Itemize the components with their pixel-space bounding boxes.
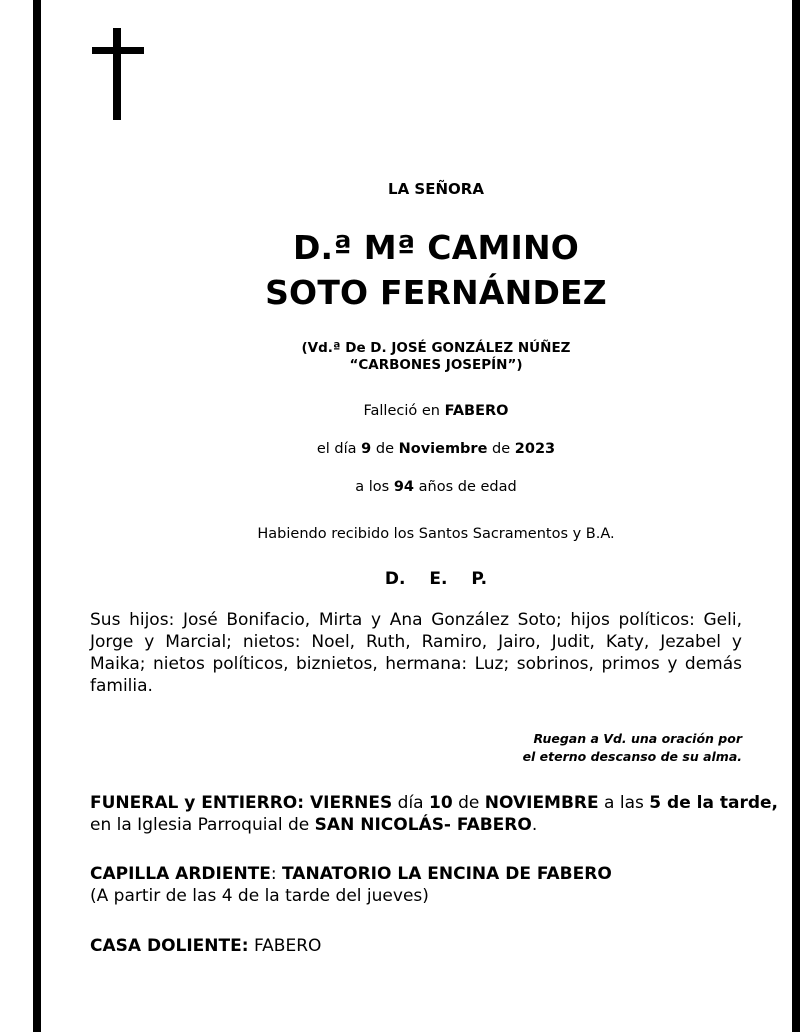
death-day: 9 xyxy=(361,441,372,457)
title-prefix: LA SEÑORA xyxy=(388,180,484,198)
widow-line-2: “CARBONES JOSEPÍN”) xyxy=(349,357,523,373)
death-year: 2023 xyxy=(514,441,556,457)
prayer-line-1: Ruegan a Vd. una oración por xyxy=(533,731,742,746)
house-label: CASA DOLIENTE: xyxy=(90,936,249,956)
name-line-1: D.ª Mª CAMINO xyxy=(292,228,580,267)
age-value: 94 xyxy=(393,479,415,495)
de-text-1: de xyxy=(375,441,394,457)
house-place: FABERO xyxy=(253,936,322,956)
funeral-line-1 xyxy=(90,792,780,814)
death-date-line xyxy=(90,441,782,457)
family-paragraph: Sus hijos: José Bonifacio, Mirta y Ana González Soto; hijos políticos: Geli, Jorge y Marcial; nietos: Noel, Ruth, Ramiro, Jairo, Judit, Katy, Jezabel y Maika; nietos políticos, biznietos, hermana: Luz; sobrinos, primos y demás familia. xyxy=(90,610,742,696)
funeral-day: 10 xyxy=(429,793,453,813)
funeral-de-text: de xyxy=(458,793,480,813)
church-suffix: . xyxy=(531,815,538,835)
prayer-line-2: el eterno descanso de su alma. xyxy=(522,749,742,764)
fallecio-text: Falleció en xyxy=(363,403,440,419)
chapel-info xyxy=(90,863,780,907)
funeral-line-2 xyxy=(90,814,780,836)
left-border xyxy=(33,0,41,1032)
sacraments-line: Habiendo recibido los Santos Sacramentos y B.A. xyxy=(257,526,615,542)
a-los-text: a los xyxy=(355,479,390,495)
death-place-line xyxy=(90,403,782,419)
widow-line-1: (Vd.ª De D. JOSÉ GONZÁLEZ NÚÑEZ xyxy=(301,340,571,356)
death-place: FABERO xyxy=(444,403,509,419)
funeral-month: NOVIEMBRE xyxy=(484,793,599,813)
cross-icon xyxy=(92,28,144,120)
de-text-2: de xyxy=(492,441,511,457)
el-dia-text: el día xyxy=(316,441,357,457)
funeral-time: 5 de la tarde, xyxy=(649,793,779,813)
funeral-info xyxy=(90,792,780,836)
chapel-colon: : xyxy=(270,864,277,884)
funeral-a-las-text: a las xyxy=(604,793,644,813)
prayer-request xyxy=(90,730,742,766)
widow-note xyxy=(90,340,782,374)
funeral-dia-text: día xyxy=(397,793,424,813)
house-info xyxy=(90,935,780,957)
dep-heading: D. E. P. xyxy=(384,569,488,589)
church-name: SAN NICOLÁS- FABERO xyxy=(314,815,532,835)
chapel-label: CAPILLA ARDIENTE xyxy=(90,864,271,884)
chapel-place: TANATORIO LA ENCINA DE FABERO xyxy=(282,864,612,884)
death-month: Noviembre xyxy=(398,441,488,457)
church-prefix: en la Iglesia Parroquial de xyxy=(90,815,310,835)
name-line-2: SOTO FERNÁNDEZ xyxy=(265,273,607,312)
funeral-label: FUNERAL y ENTIERRO: VIERNES xyxy=(90,793,393,813)
right-border xyxy=(792,0,800,1032)
age-line xyxy=(90,479,782,495)
deceased-name xyxy=(90,225,782,315)
chapel-note: (A partir de las 4 de la tarde del jueves) xyxy=(90,886,429,906)
anos-text: años de edad xyxy=(418,479,517,495)
chapel-line-1 xyxy=(90,863,780,885)
